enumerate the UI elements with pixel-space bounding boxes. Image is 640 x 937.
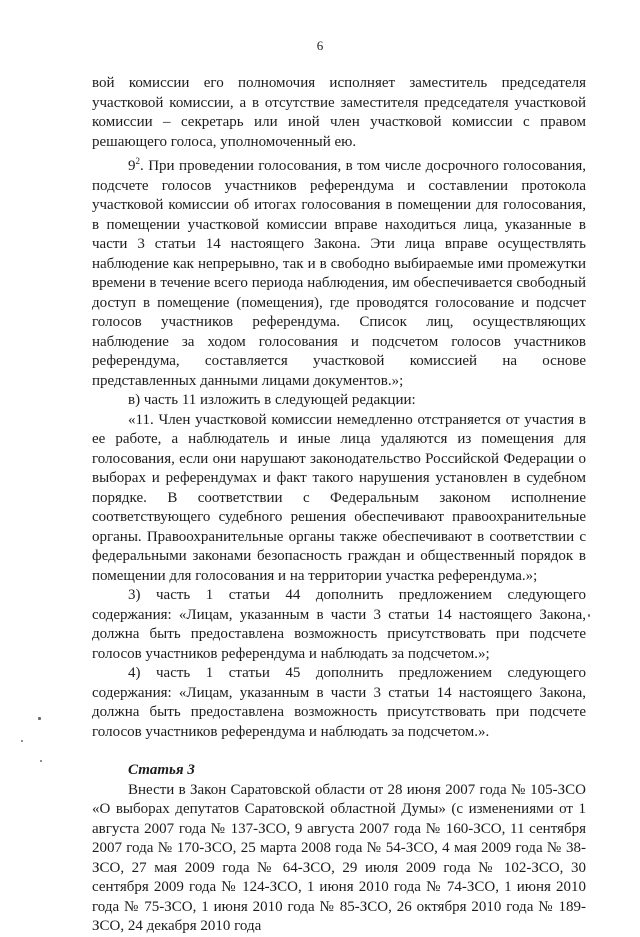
paragraph-item-4: 4) часть 1 статьи 45 дополнить предложением следующего содержания: «Лицам, указанным в части 3 статьи 14 настоящего Закона, должна быть предоставлена возможность присутствовать при подсчете голосов участников референдума и наблюдать за подсчетом.».: [92, 665, 586, 740]
scan-mark: [40, 760, 42, 762]
document-body: [92, 74, 586, 937]
paragraph-9-2: [92, 152, 586, 391]
clause-text: . При проведении голосования, в том числе досрочного голосования, подсчете голосов участников референдума и составлении протокола участковой комиссии об итогах голосования в помещении для голосования, в помещении участковой комиссии вправе находиться лица, указанные в части 3 статьи 14 настоящего Закона. Эти лица вправе осуществлять наблюдение как непрерывно, так и в свободно выбираемые ими промежутки времени в течение всего периода наблюдения, им обеспечивается свободный доступ в помещение (помещения), где проводятся голосование и подсчет голосов участников референдума. Список лиц, осуществляющих наблюдение за ходом голосования и подсчетом голосов участников референдума, составляется участковой комиссией на основе представленных данными лицами документов.»;: [92, 158, 586, 389]
section-spacer: [92, 742, 586, 761]
paragraph-item-v: в) часть 11 изложить в следующей редакции:: [128, 392, 416, 408]
scan-mark: [38, 717, 41, 720]
clause-number: 9: [128, 158, 136, 174]
scan-mark: [21, 740, 23, 742]
paragraph-part-11: «11. Член участковой комиссии немедленно отстраняется от участия в ее работе, а наблюдатель и иные лица удаляются из помещения для голосования, если они нарушают законодательство Российской Федерации о выборах и референдумах и факт такого нарушения установлен в судебном порядке. В соответствии с Федеральным законом исполнение соответствующего судебного решения обеспечивают правоохранительные органы. Правоохранительные органы также обеспечивают в соответствии с федеральными законами безопасность граждан и общественный порядок в помещении для голосования и на территории участка референдума.»;: [92, 411, 586, 584]
article-heading: Статья 3: [128, 762, 195, 778]
page-number: 6: [316, 38, 324, 53]
paragraph-item-3: 3) часть 1 статьи 44 дополнить предложением следующего содержания: «Лицам, указанным в части 3 статьи 14 настоящего Закона, должна быть предоставлена возможность присутствовать при подсчете голосов участников референдума и наблюдать за подсчетом.»;: [92, 587, 586, 662]
clause-superscript: 2: [135, 156, 140, 166]
paragraph-article-3: Внести в Закон Саратовской области от 28 июня 2007 года № 105-ЗСО «О выборах депутатов Саратовской областной Думы» (с изменениями от 1 августа 2007 года № 137-ЗСО, 9 августа 2007 года № 160-ЗСО, 11 сентября 2007 года № 170-ЗСО, 25 марта 2008 года № 54-ЗСО, 4 мая 2009 года № 38-ЗСО, 27 мая 2009 года № 64-ЗСО, 29 июля 2009 года № 102-ЗСО, 30 сентября 2009 года № 124-ЗСО, 1 июня 2010 года № 74-ЗСО, 1 июня 2010 года № 75-ЗСО, 1 июня 2010 года № 85-ЗСО, 26 октября 2010 года № 189-ЗСО, 24 декабря 2010 года: [92, 781, 586, 934]
paragraph-continuation: вой комиссии его полномочия исполняет заместитель председателя участковой комиссии, а в отсутствие заместителя председателя участковой комиссии – секретарь или иной член участковой комиссии с правом решающего голоса, уполномоченный ею.: [92, 75, 586, 150]
scan-mark: [588, 614, 590, 617]
